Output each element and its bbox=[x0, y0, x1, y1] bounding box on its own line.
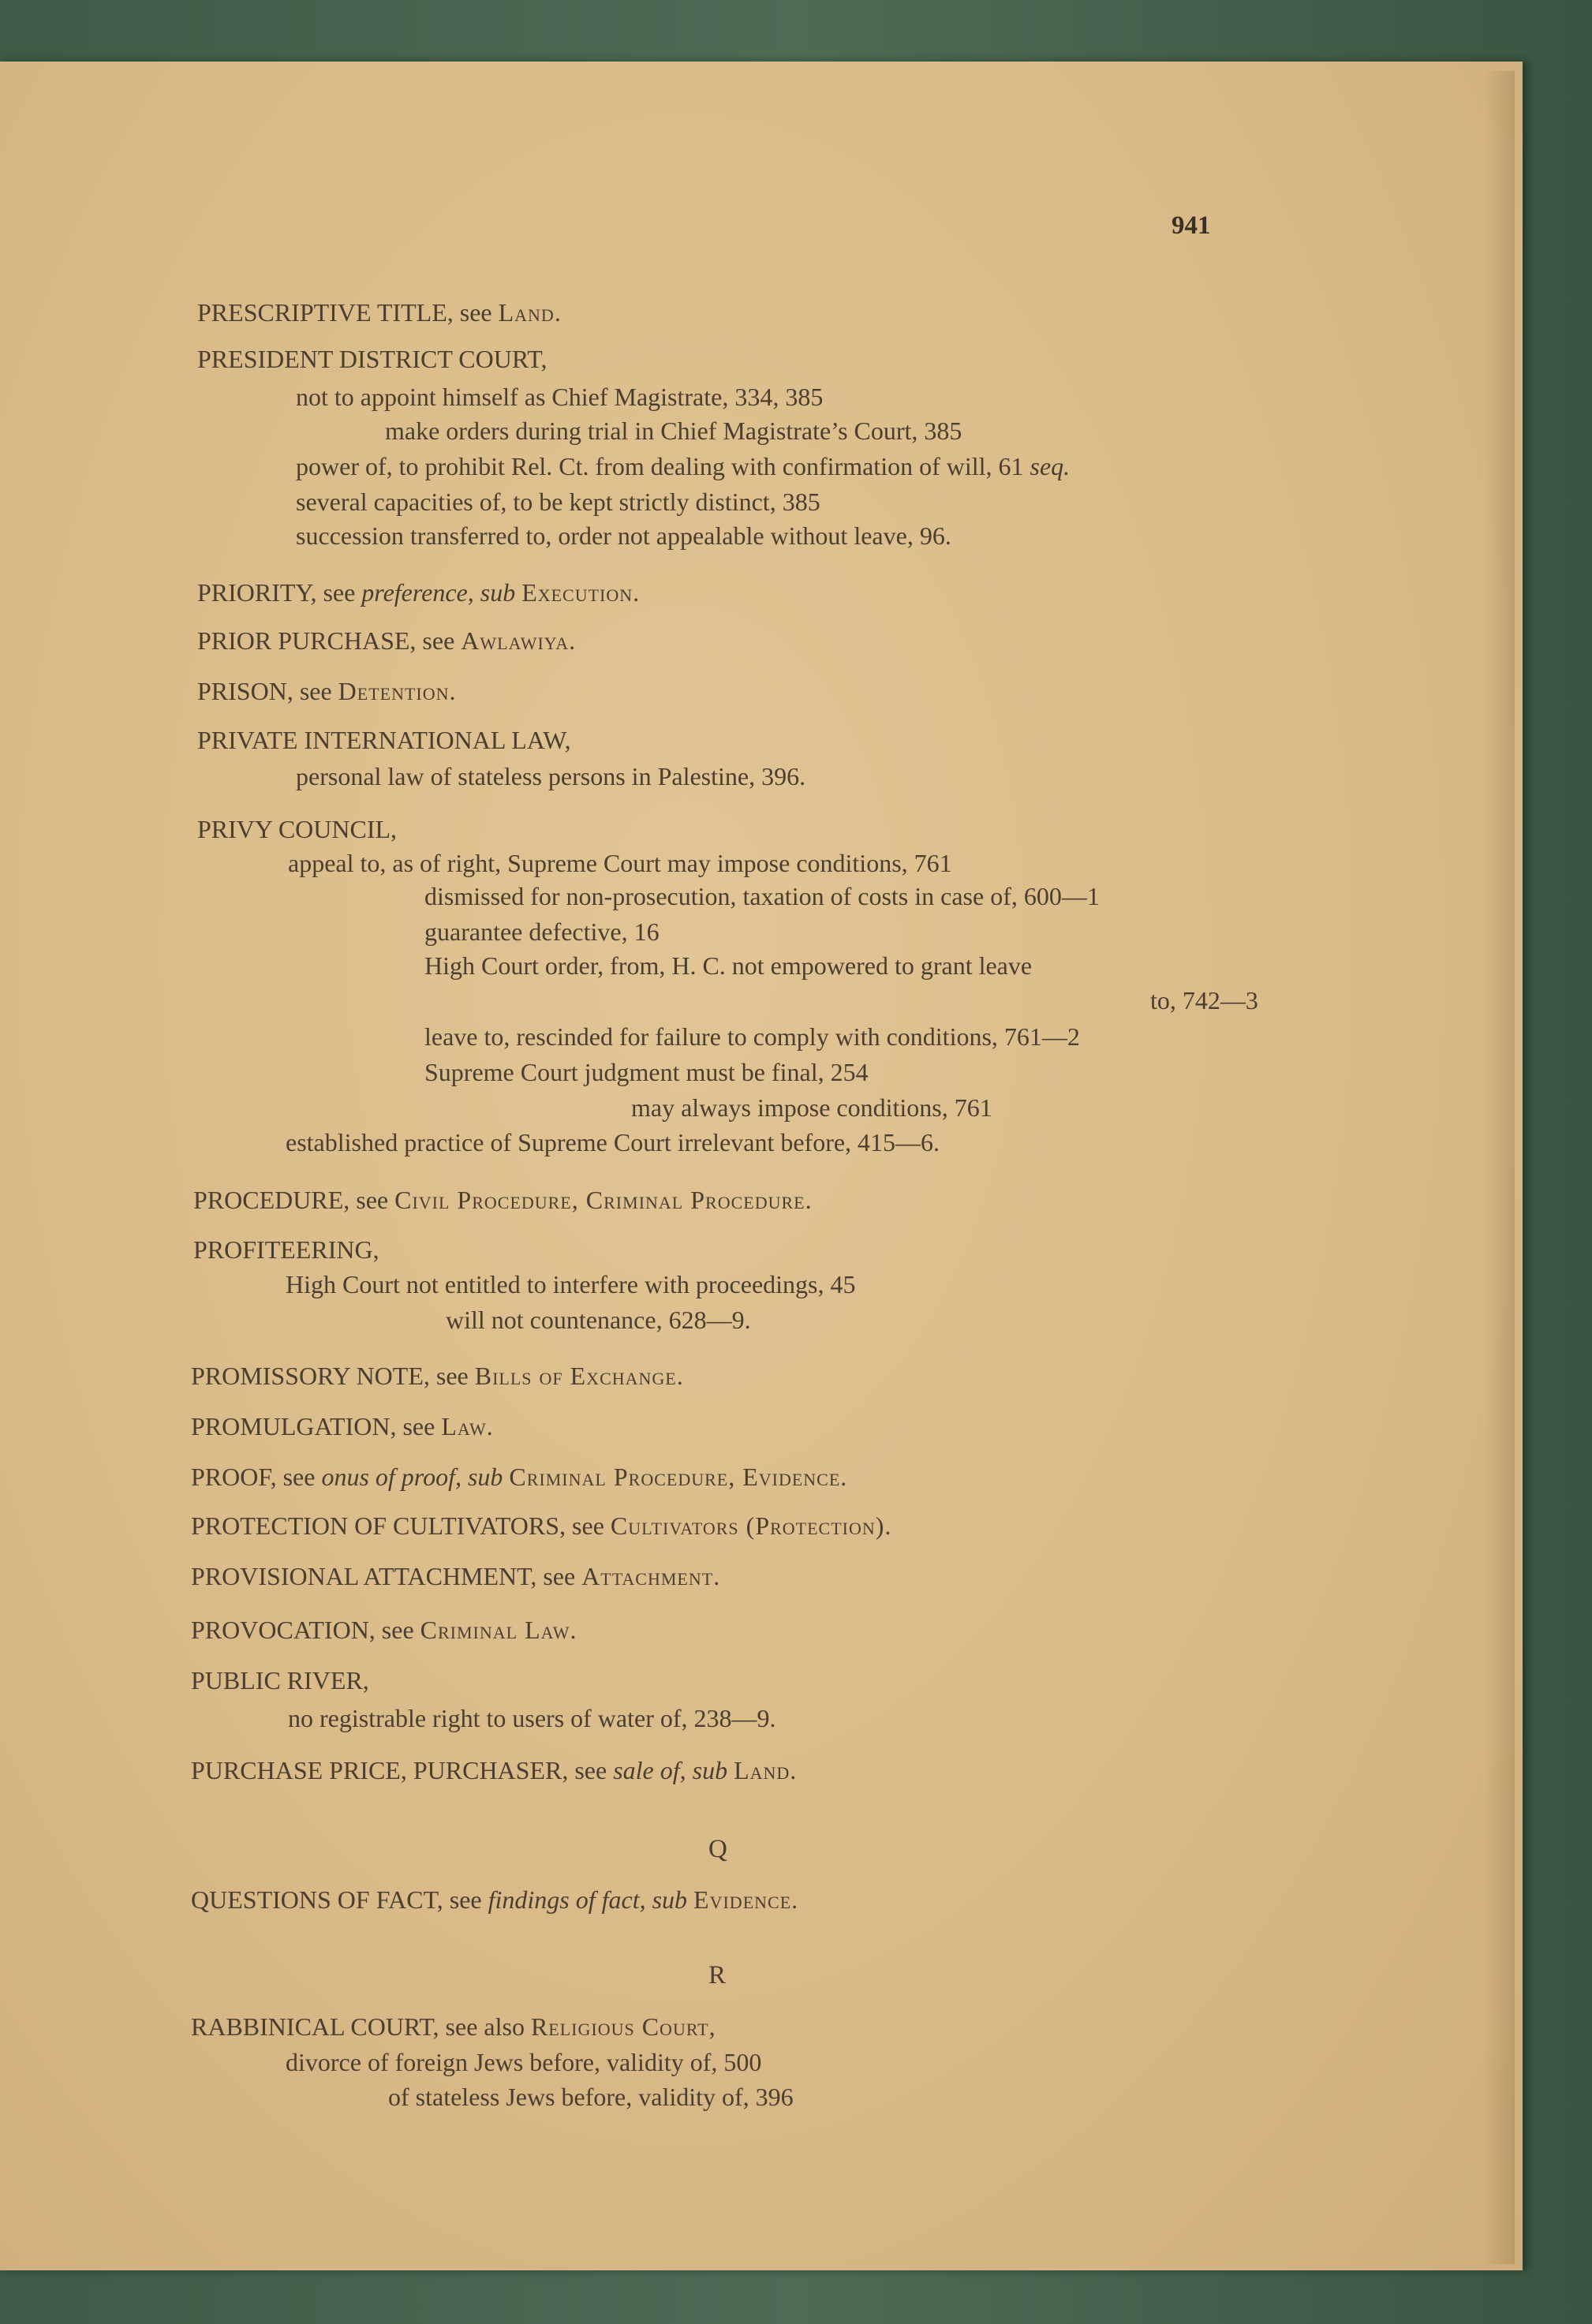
index-line bbox=[424, 1024, 1080, 1049]
index-text-run: Awlawiya. bbox=[461, 626, 577, 655]
section-letter-r: R bbox=[708, 1961, 727, 1990]
index-text-run: Execution. bbox=[521, 578, 641, 607]
index-line bbox=[1150, 988, 1258, 1013]
index-text-run: PRIORITY, see bbox=[197, 578, 362, 607]
index-line bbox=[286, 1130, 940, 1155]
index-text-run: Land. bbox=[498, 298, 562, 327]
index-text-run: findings of fact, sub bbox=[488, 1885, 688, 1914]
index-text-run: Criminal Procedure, Evidence. bbox=[509, 1463, 848, 1491]
index-text-run: PRIVATE INTERNATIONAL LAW, bbox=[197, 726, 571, 754]
index-line bbox=[286, 2049, 761, 2075]
index-line bbox=[296, 489, 820, 514]
index-text-run: Religious Court, bbox=[530, 2012, 716, 2041]
index-line bbox=[191, 1617, 577, 1642]
index-text-run: see bbox=[459, 298, 499, 327]
index-line bbox=[197, 727, 571, 753]
index-text-run: succession transferred to, order not appealable without leave, 96. bbox=[296, 521, 951, 550]
index-text-run: may always impose conditions, 761 bbox=[631, 1093, 992, 1122]
index-line bbox=[296, 454, 1070, 479]
index-text-run: dismissed for non-prosecution, taxation of costs in case of, 600—1 bbox=[424, 882, 1100, 910]
index-text-run: PRISON, see bbox=[197, 677, 338, 705]
index-text-run: PURCHASE PRICE, PURCHASER, see bbox=[191, 1756, 614, 1784]
index-line bbox=[191, 1668, 369, 1693]
index-line bbox=[191, 1363, 684, 1388]
index-text-run: Civil Procedure, Criminal Procedure. bbox=[394, 1186, 813, 1214]
index-line bbox=[197, 300, 562, 325]
index-line bbox=[288, 850, 952, 876]
index-text-run: PROVOCATION, see bbox=[191, 1616, 420, 1644]
index-text-run: established practice of Supreme Court irrelevant before, 415—6. bbox=[286, 1128, 940, 1156]
index-line bbox=[296, 523, 951, 548]
page-number: 941 bbox=[1172, 211, 1211, 240]
index-text-run bbox=[687, 1885, 693, 1914]
index-line bbox=[191, 1758, 797, 1783]
index-text-run: PROMULGATION, see bbox=[191, 1412, 442, 1440]
index-line bbox=[197, 580, 640, 605]
index-text-run bbox=[515, 578, 521, 607]
index-text-run: power of, to prohibit Rel. Ct. from dealing with confirmation of will, 61 bbox=[296, 452, 1030, 480]
index-text-run: PRIOR PURCHASE, see bbox=[197, 626, 462, 655]
index-text-run: Supreme Court judgment must be final, 254 bbox=[424, 1058, 869, 1086]
section-letter-q: Q bbox=[708, 1835, 727, 1863]
index-line bbox=[191, 1564, 720, 1589]
index-text-run: PRESIDENT DISTRICT COURT, bbox=[197, 345, 547, 373]
index-text-run: onus of proof, sub bbox=[321, 1463, 503, 1491]
index-text-run: no registrable right to users of water of, 238—9. bbox=[288, 1704, 776, 1732]
index-line bbox=[197, 816, 397, 842]
index-text-run: divorce of foreign Jews before, validity of, 500 bbox=[286, 2048, 762, 2076]
index-line bbox=[446, 1307, 751, 1332]
index-line bbox=[296, 764, 805, 789]
index-text-run: PRESCRIPTIVE TITLE, bbox=[197, 298, 460, 327]
index-line bbox=[288, 1706, 776, 1731]
index-text-run: Land. bbox=[734, 1756, 798, 1784]
index-text-run: of stateless Jews before, validity of, 396 bbox=[388, 2083, 794, 2111]
index-text-run: Cultivators (Protection). bbox=[610, 1511, 892, 1540]
index-text-run: Criminal Law. bbox=[420, 1616, 577, 1644]
index-text-run: not to appoint himself as Chief Magistrate, 334, 385 bbox=[296, 383, 824, 411]
index-line bbox=[424, 919, 660, 944]
index-text-run: sale of, sub bbox=[613, 1756, 728, 1784]
index-line bbox=[296, 384, 823, 409]
index-line bbox=[197, 628, 576, 653]
index-line bbox=[385, 418, 962, 443]
index-text-run: PUBLIC RIVER, bbox=[191, 1666, 369, 1694]
index-text-run: seq. bbox=[1030, 452, 1071, 480]
index-line bbox=[424, 884, 1100, 909]
index-text-run: Attachment. bbox=[581, 1562, 721, 1590]
index-text-run: RABBINICAL COURT, see also bbox=[191, 2012, 531, 2041]
index-line bbox=[191, 2014, 716, 2039]
index-text-run: High Court order, from, H. C. not empowered to grant leave bbox=[424, 951, 1033, 980]
index-line bbox=[424, 953, 1032, 978]
index-text-run: leave to, rescinded for failure to comply with conditions, 761—2 bbox=[424, 1022, 1080, 1051]
index-text-run: Law. bbox=[441, 1412, 494, 1440]
index-text-run: several capacities of, to be kept strictly distinct, 385 bbox=[296, 488, 820, 516]
index-line bbox=[197, 346, 547, 372]
index-text-run: PROOF, see bbox=[191, 1463, 322, 1491]
index-text-run: PROMISSORY NOTE, see bbox=[191, 1362, 475, 1390]
index-text-run: High Court not entitled to interfere with proceedings, 45 bbox=[286, 1270, 856, 1298]
index-line bbox=[191, 1887, 798, 1912]
index-line bbox=[286, 1272, 856, 1297]
index-text-run: preference, sub bbox=[361, 578, 516, 607]
index-text-run: will not countenance, 628—9. bbox=[446, 1306, 751, 1334]
index-text-run: Detention. bbox=[338, 677, 457, 705]
index-text-run: QUESTIONS OF FACT, see bbox=[191, 1885, 488, 1914]
index-text-run: Bills of Exchange. bbox=[474, 1362, 684, 1390]
index-line bbox=[191, 1513, 891, 1538]
index-text-run: PROVISIONAL ATTACHMENT, see bbox=[191, 1562, 582, 1590]
index-line bbox=[193, 1187, 813, 1212]
index-text-run: to, 742—3 bbox=[1150, 986, 1258, 1014]
index-text-run: appeal to, as of right, Supreme Court may impose conditions, 761 bbox=[288, 849, 952, 877]
index-line bbox=[388, 2084, 794, 2109]
index-text-run: PROFITEERING, bbox=[193, 1235, 379, 1264]
index-text-run: Evidence. bbox=[693, 1885, 799, 1914]
index-text-run: personal law of stateless persons in Palestine, 396. bbox=[296, 762, 806, 790]
index-text-run bbox=[727, 1756, 734, 1784]
index-text-run: PROCEDURE, see bbox=[193, 1186, 395, 1214]
index-text-run: PROTECTION OF CULTIVATORS, see bbox=[191, 1511, 611, 1540]
index-text-run: guarantee defective, 16 bbox=[424, 917, 660, 946]
index-line bbox=[191, 1414, 494, 1439]
index-line bbox=[191, 1464, 847, 1489]
index-line bbox=[631, 1095, 992, 1120]
index-line bbox=[197, 678, 457, 704]
index-line bbox=[424, 1059, 869, 1085]
index-text-run: make orders during trial in Chief Magistrate’s Court, 385 bbox=[385, 417, 962, 445]
index-text-run: PRIVY COUNCIL, bbox=[197, 815, 398, 843]
index-line bbox=[193, 1237, 379, 1262]
